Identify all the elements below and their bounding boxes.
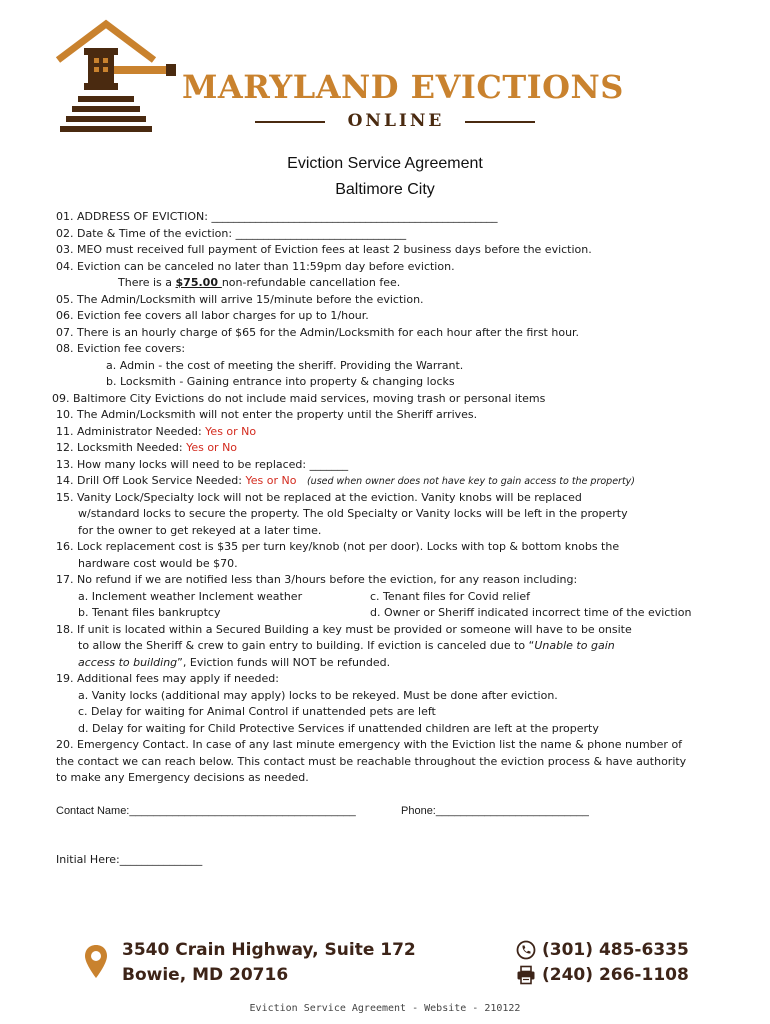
item-04-fee-line — [56, 275, 716, 292]
company-logo — [50, 18, 624, 143]
item-19c: c. Delay for waiting for Animal Control if unattended pets are left — [78, 705, 436, 718]
location-pin-icon — [84, 944, 108, 980]
locksmith-needed-choice[interactable]: Yes or No — [186, 441, 238, 454]
item-02: 02. Date & Time of the eviction: _______________________________ — [56, 226, 407, 240]
item-17b: b. Tenant files bankruptcy — [78, 606, 221, 619]
footer-phones — [542, 938, 689, 988]
item-15-line2: w/standard locks to secure the property. The old Specialty or Vanity locks will be left in the property — [78, 507, 628, 520]
item-19d: d. Delay for waiting for Child Protective Services if unattended children are left at the property — [78, 721, 599, 735]
item-09: 09. Baltimore City Evictions do not include maid services, moving trash or personal items — [52, 391, 546, 405]
item-17d: d. Owner or Sheriff indicated incorrect time of the eviction — [370, 606, 692, 619]
item-17: 17. No refund if we are notified less than 3/hours before the eviction, for any reason including: — [56, 573, 578, 586]
item-01: 01. ADDRESS OF EVICTION: ____________________________________________________ — [56, 210, 498, 223]
address-line-2: Bowie, MD 20716 — [122, 965, 289, 985]
item-18-line2 — [56, 638, 716, 655]
brand-name: MARYLAND EVICTIONS — [182, 68, 624, 106]
item-17a: a. Inclement weather Inclement weather — [78, 589, 303, 603]
item-18-quote-start: Unable to gain — [534, 639, 615, 652]
fax-number: (240) 266-1108 — [542, 965, 689, 985]
administrator-needed-choice[interactable]: Yes or No — [205, 424, 257, 438]
item-07: 07. There is an hourly charge of $65 for the Admin/Locksmith for each hour after the first hour. — [56, 325, 580, 339]
item-13: 13. How many locks will need to be replaced: _______ — [56, 457, 349, 471]
item-16-line2: hardware cost would be $70. — [78, 556, 238, 570]
drill-off-service-choice[interactable]: Yes or No — [245, 474, 297, 487]
cancellation-fee-amount: $75.00 — [175, 276, 222, 289]
phone-icon — [516, 940, 536, 960]
item-03: 03. MEO must received full payment of Eviction fees at least 2 business days before the eviction. — [56, 243, 592, 256]
fee-text-pre: There is a — [118, 276, 176, 289]
item-14-note: (used when owner does not have key to gain access to the property) — [306, 476, 636, 487]
address-line-1: 3540 Crain Highway, Suite 172 — [122, 940, 416, 960]
item-18-quote-end: access to building — [78, 655, 178, 669]
item-10: 10. The Admin/Locksmith will not enter the property until the Sheriff arrives. — [56, 408, 478, 421]
divider — [255, 121, 325, 123]
item-18-line3 — [56, 655, 716, 672]
item-19: 19. Additional fees may apply if needed: — [56, 672, 279, 685]
item-19a: a. Vanity locks (additional may apply) locks to be rekeyed. Must be done after eviction. — [78, 688, 558, 702]
item-08b: b. Locksmith - Gaining entrance into property & changing locks — [106, 375, 455, 388]
item-04: 04. Eviction can be canceled no later than 11:59pm day before eviction. — [56, 259, 455, 273]
item-06: 06. Eviction fee covers all labor charges for up to 1/hour. — [56, 309, 369, 322]
item-17-bd — [56, 605, 716, 622]
item-20-line2: the contact we can reach below. This contact must be reachable throughout the eviction process & have authority — [56, 754, 687, 768]
item-18-tail: ”, Eviction funds will NOT be refunded. — [177, 655, 391, 669]
item-12-label: 12. Locksmith Needed: — [56, 441, 187, 454]
item-17c: c. Tenant files for Covid relief — [370, 589, 531, 603]
initial-field[interactable]: Initial Here:_______________ — [56, 853, 203, 866]
contact-phone-field[interactable]: Phone:_________________________ — [401, 805, 589, 817]
fee-text-post: non-refundable cancellation fee. — [221, 276, 401, 289]
phone-number[interactable]: (301) 485-6335 — [542, 940, 689, 960]
brand-subtitle: ONLINE — [347, 111, 445, 131]
document-title: Eviction Service Agreement — [287, 155, 483, 172]
item-14-label: 14. Drill Off Look Service Needed: — [56, 474, 246, 487]
item-11-label: 11. Administrator Needed: — [56, 424, 206, 438]
item-15-line1: 15. Vanity Lock/Specialty lock will not be replaced at the eviction. Vanity knobs will be replaced — [56, 490, 582, 504]
item-20-line1: 20. Emergency Contact. In case of any last minute emergency with the Eviction list the name & phone number of — [56, 738, 683, 751]
contact-fields — [56, 805, 736, 817]
document-subtitle: Baltimore City — [335, 181, 435, 198]
fax-printer-icon — [516, 965, 536, 985]
item-14 — [56, 473, 716, 490]
item-18-line1: 18. If unit is located within a Secured Building a key must be provided or someone will have to be onsite — [56, 622, 632, 636]
brand-subtitle-block — [255, 111, 605, 135]
item-16-line1: 16. Lock replacement cost is $35 per turn key/knob (not per door). Locks with top & bottom knobs the — [56, 540, 620, 553]
document-footer-note: Eviction Service Agreement - Website - 210122 — [249, 1003, 521, 1014]
footer-address — [122, 938, 416, 988]
agreement-terms — [52, 209, 716, 787]
item-08a: a. Admin - the cost of meeting the sheriff. Providing the Warrant. — [106, 358, 464, 372]
item-20-line3: to make any Emergency decisions as needed. — [56, 771, 309, 784]
item-05: 05. The Admin/Locksmith will arrive 15/minute before the eviction. — [56, 292, 424, 306]
item-12 — [56, 440, 716, 457]
item-08: 08. Eviction fee covers: — [56, 342, 186, 355]
item-18-text: to allow the Sheriff & crew to gain entry to building. If eviction is canceled due to “ — [78, 639, 535, 652]
item-17-ac — [56, 589, 716, 606]
contact-name-field[interactable]: Contact Name:_____________________________________ — [56, 805, 356, 817]
item-15-line3: for the owner to get rekeyed at a later time. — [78, 523, 322, 537]
item-11 — [56, 424, 716, 441]
divider — [465, 121, 535, 123]
house-gavel-logo-icon — [50, 18, 190, 143]
